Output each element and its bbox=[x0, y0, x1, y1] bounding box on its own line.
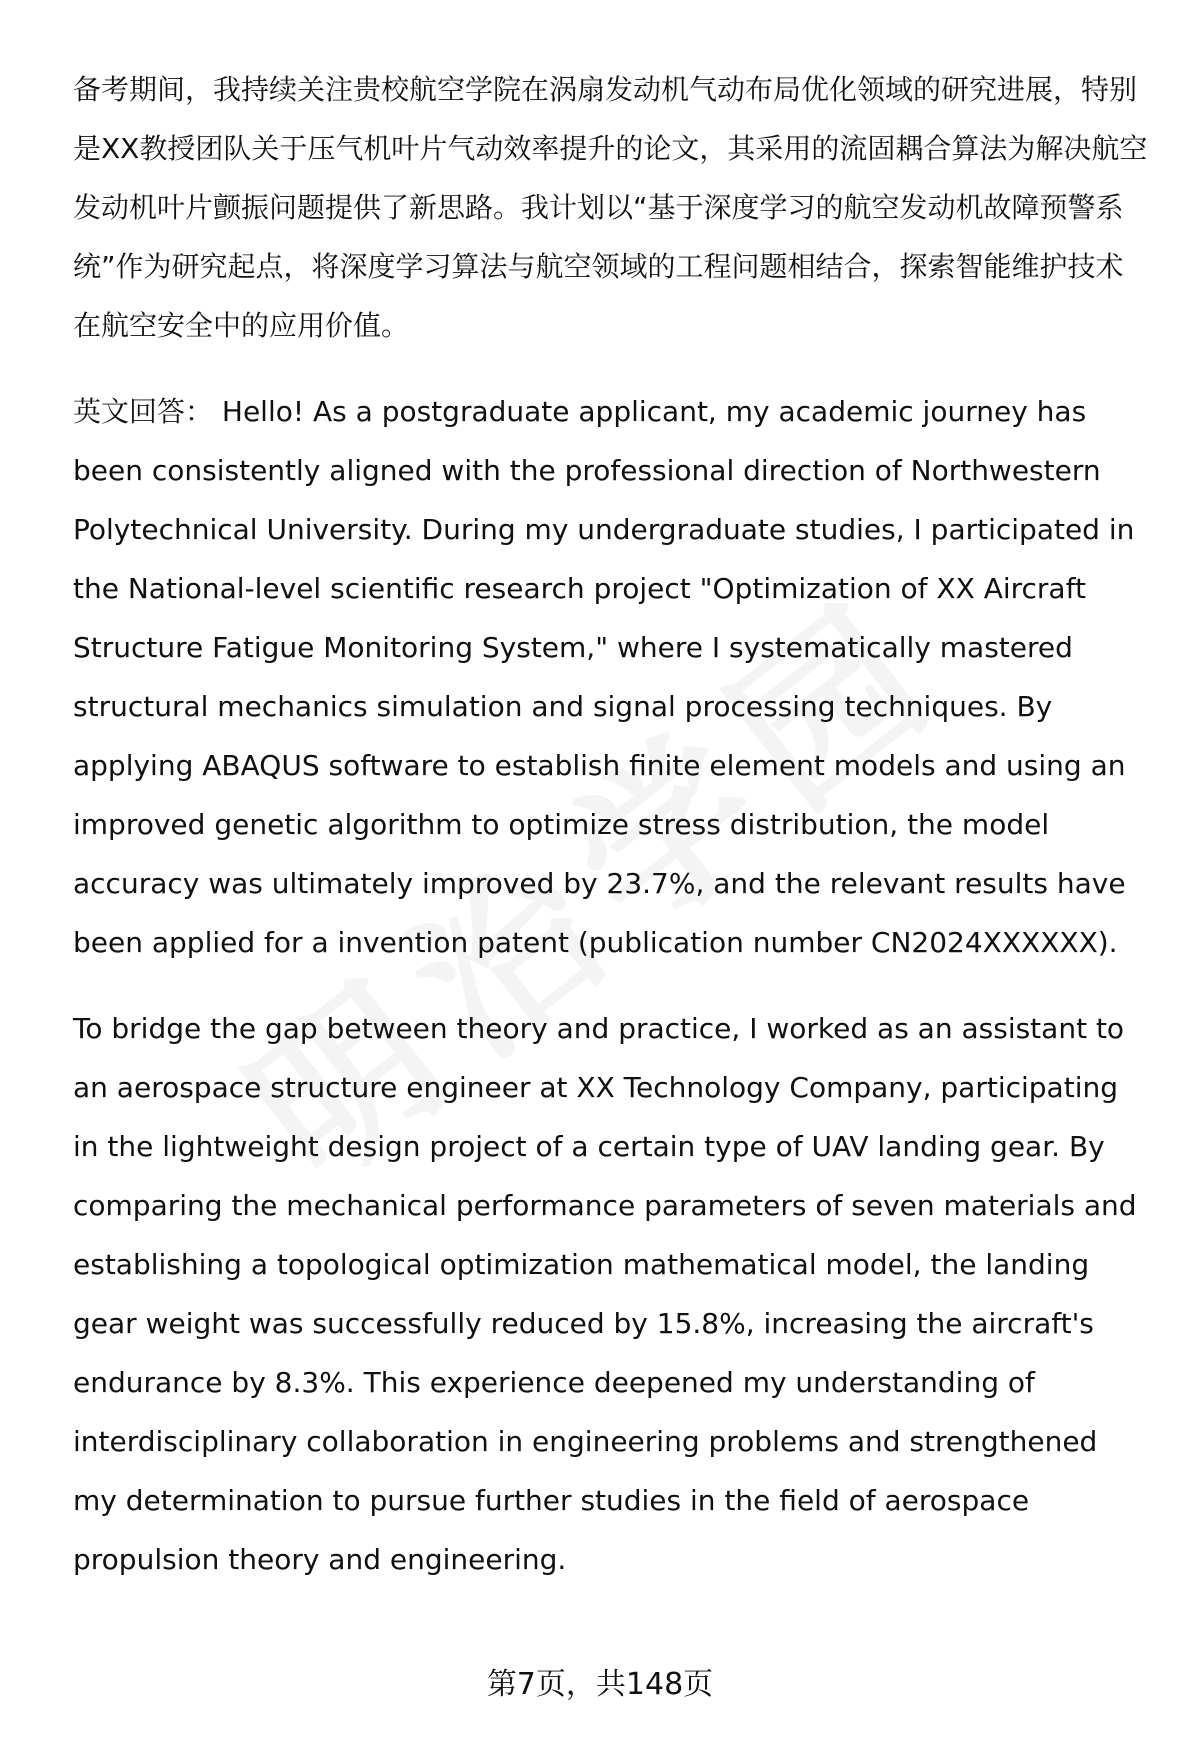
paragraph-english-answer-intro: 英文回答： Hello! As a postgraduate applicant, my academic journey has been consistently aligned with the professional direction of Northwestern Polytechnical University. During my undergraduate studies, I participated in the National-level scientific research project "Optimization of XX Aircraft Structure Fatigue Monitoring System," where I systematically mastered structural mechanics simulation and signal processing techniques. By applying ABAQUS software to establish finite element models and using an improved genetic algorithm to optimize stress distribution, the model accuracy was ultimately improved by 23.7%, and the relevant results have been applied for a invention patent (publication number CN2024XXXXXX). bbox=[73, 395, 1135, 959]
paragraph-english-answer-practice: To bridge the gap between theory and practice, I worked as an assistant to an aerospace structure engineer at XX Technology Company, participating in the lightweight design project of a certain type of UAV landing gear. By comparing the mechanical performance parameters of seven materials and establishing a topological optimization mathematical model, the landing gear weight was successfully reduced by 15.8%, increasing the aircraft's endurance by 8.3%. This experience deepened my understanding of interdisciplinary collaboration in engineering problems and strengthened my determination to pursue further studies in the field of aerospace propulsion theory and engineering. bbox=[73, 1012, 1137, 1576]
document-body bbox=[73, 60, 1148, 1589]
paragraph-chinese-study-plan: 备考期间，我持续关注贵校航空学院在涡扇发动机气动布局优化领域的研究进展，特别是XX教授团队关于压气机叶片气动效率提升的论文，其采用的流固耦合算法为解决航空发动机叶片颤振问题提供了新思路。我计划以“基于深度学习的航空发动机故障预警系统”作为研究起点，将深度学习算法与航空领域的工程问题相结合，探索智能维护技术在航空安全中的应用价值。 bbox=[73, 73, 1148, 342]
page-number-footer: 第7页，共148页 bbox=[486, 1667, 714, 1702]
